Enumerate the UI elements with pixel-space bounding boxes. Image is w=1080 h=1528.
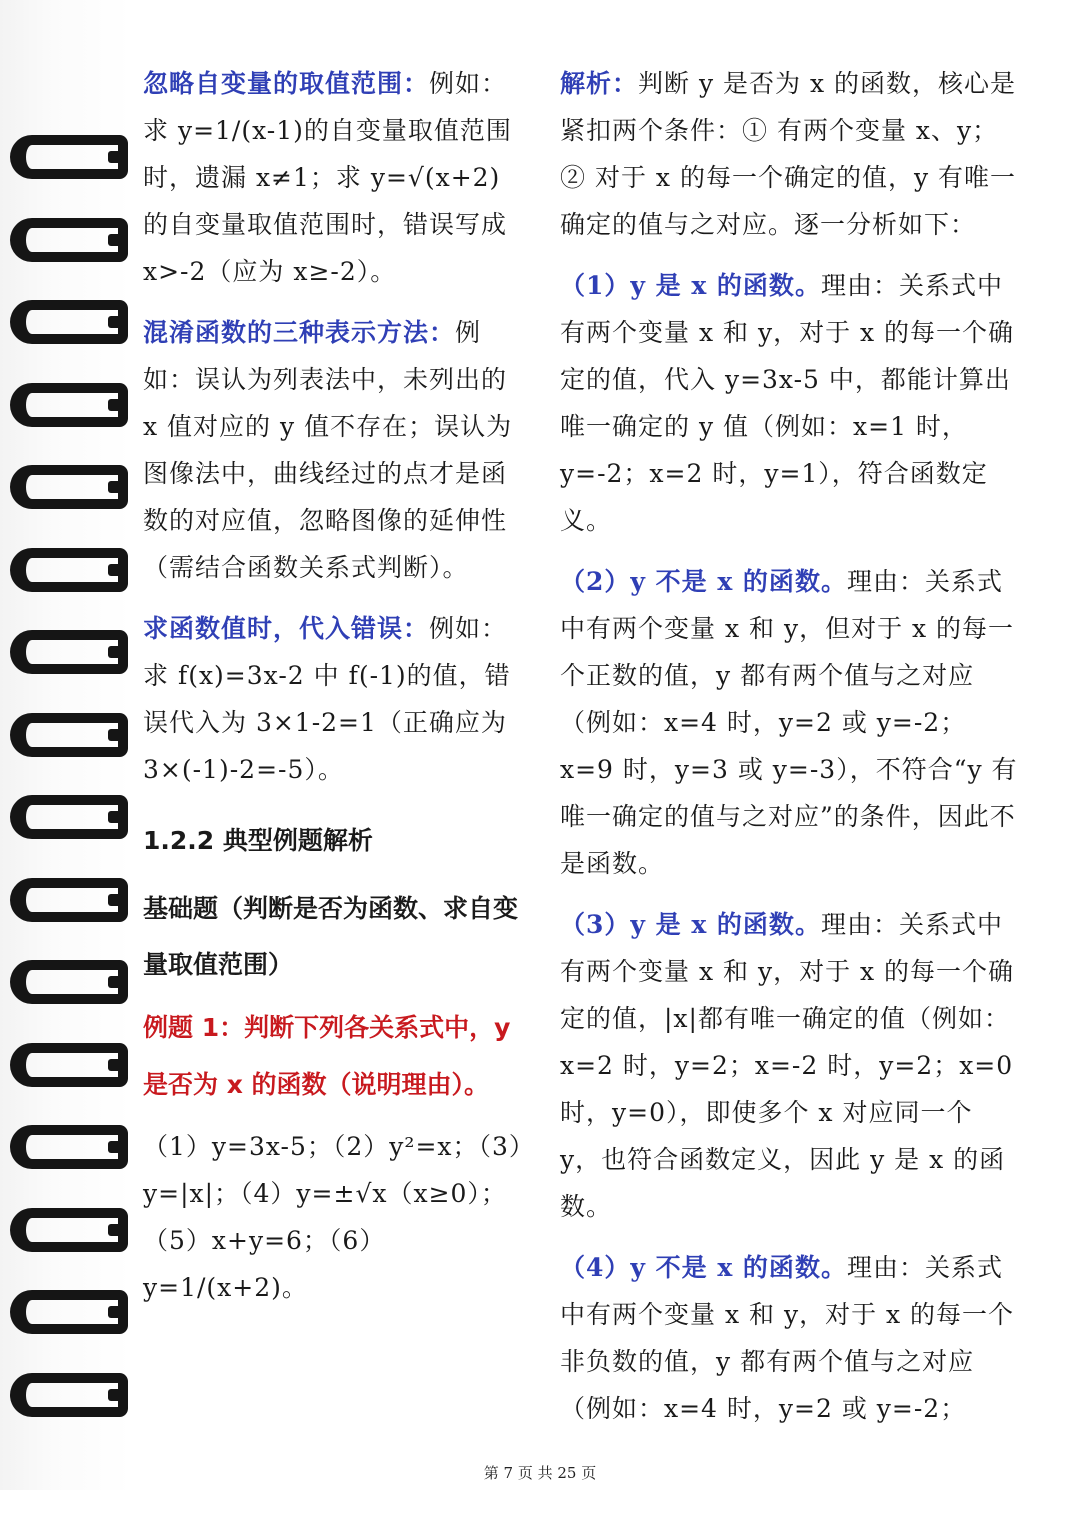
answer-4-title: （4）y 不是 x 的函数。 [560, 1253, 847, 1282]
binding-ring-icon [10, 383, 128, 427]
mistake-representation-title: 混淆函数的三种表示方法： [143, 318, 456, 347]
answer-3 [560, 901, 1020, 1230]
analysis-intro [560, 60, 1020, 248]
page-footer: 第 7 页 共 25 页 [483, 1464, 597, 1482]
spiral-binding [0, 0, 132, 1490]
answer-3-title: （3）y 是 x 的函数。 [560, 910, 821, 939]
answer-1-title: （1）y 是 x 的函数。 [560, 271, 821, 300]
mistake-domain-title: 忽略自变量的取值范围： [143, 69, 430, 98]
answer-1-text: 理由：关系式中有两个变量 x 和 y，对于 x 的每一个确定的值，代入 y=3x-5 中，都能计算出唯一确定的 y 值（例如：x=1 时，y=-2；x=2 时，y=1），符合函数定义。 [560, 271, 1015, 535]
binding-ring-icon [10, 713, 128, 757]
binding-ring-icon [10, 1373, 128, 1417]
binding-ring-icon [10, 1208, 128, 1252]
mistake-representation-text: 例如：误认为列表法中，未列出的 x 值对应的 y 值不存在；误认为图像法中，曲线经过的点才是函数的对应值，忽略图像的延伸性（需结合函数关系式判断）。 [143, 318, 513, 582]
binding-ring-icon [10, 795, 128, 839]
mistake-domain-text: 例如：求 y=1/(x-1)的自变量取值范围时，遗漏 x≠1；求 y=√(x+2)的自变量取值范围时，错误写成 x>-2（应为 x≥-2）。 [143, 69, 512, 286]
answer-2-title: （2）y 不是 x 的函数。 [560, 567, 847, 596]
binding-ring-icon [10, 465, 128, 509]
binding-ring-icon [10, 300, 128, 344]
binding-ring-icon [10, 135, 128, 179]
binding-ring-icon [10, 548, 128, 592]
right-column [560, 60, 1020, 1432]
answer-2-text: 理由：关系式中有两个变量 x 和 y，但对于 x 的每一个正数的值，y 都有两个值与之对应（例如：x=4 时，y=2 或 y=-2；x=9 时，y=3 或 y=-3），不符合“y 有唯一确定的值与之对应”的条件，因此不是函数。 [560, 567, 1018, 878]
answer-1 [560, 262, 1020, 544]
binding-ring-icon [10, 1125, 128, 1169]
binding-ring-icon [10, 878, 128, 922]
analysis-intro-text: 判断 y 是否为 x 的函数，核心是紧扣两个条件：① 有两个变量 x、y；② 对于 x 的每一个确定的值，y 有唯一确定的值与之对应。逐一分析如下： [560, 69, 1017, 239]
sub-heading: 基础题（判断是否为函数、求自变量取值范围） [143, 894, 519, 979]
answer-2 [560, 558, 1020, 887]
binding-ring-icon [10, 1290, 128, 1334]
mistake-domain-paragraph [143, 60, 523, 295]
mistake-substitution-text: 例如：求 f(x)=3x-2 中 f(-1)的值，错误代入为 3×1-2=1（正确应为 3×(-1)-2=-5）。 [143, 614, 511, 784]
mistake-substitution-paragraph [143, 605, 523, 793]
mistake-substitution-title: 求函数值时，代入错误： [143, 614, 430, 643]
example-title: 例题 1：判断下列各关系式中，y 是否为 x 的函数（说明理由）。 [143, 1013, 511, 1099]
binding-ring-icon [10, 960, 128, 1004]
analysis-intro-title: 解析： [560, 69, 639, 98]
binding-ring-icon [10, 630, 128, 674]
answer-4-text: 理由：关系式中有两个变量 x 和 y，对于 x 的每一个非负数的值，y 都有两个值与之对应（例如：x=4 时，y=2 或 y=-2； [560, 1253, 1015, 1423]
binding-ring-icon [10, 1043, 128, 1087]
answer-4 [560, 1244, 1020, 1432]
section-heading: 1.2.2 典型例题解析 [143, 826, 373, 855]
example-items: （1）y=3x-5；（2）y²=x；（3）y=|x|；（4）y=±√x（x≥0）；（5）x+y=6；（6）y=1/(x+2)。 [143, 1132, 523, 1302]
answer-3-text: 理由：关系式中有两个变量 x 和 y，对于 x 的每一个确定的值，|x|都有唯一确定的值（例如：x=2 时，y=2；x=-2 时，y=2；x=0 时，y=0），即使多个 x 对应同一个 y，也符合函数定义，因此 y 是 x 的函数。 [560, 910, 1015, 1221]
binding-ring-icon [10, 218, 128, 262]
mistake-representation-paragraph [143, 309, 523, 591]
left-column [143, 60, 523, 1311]
